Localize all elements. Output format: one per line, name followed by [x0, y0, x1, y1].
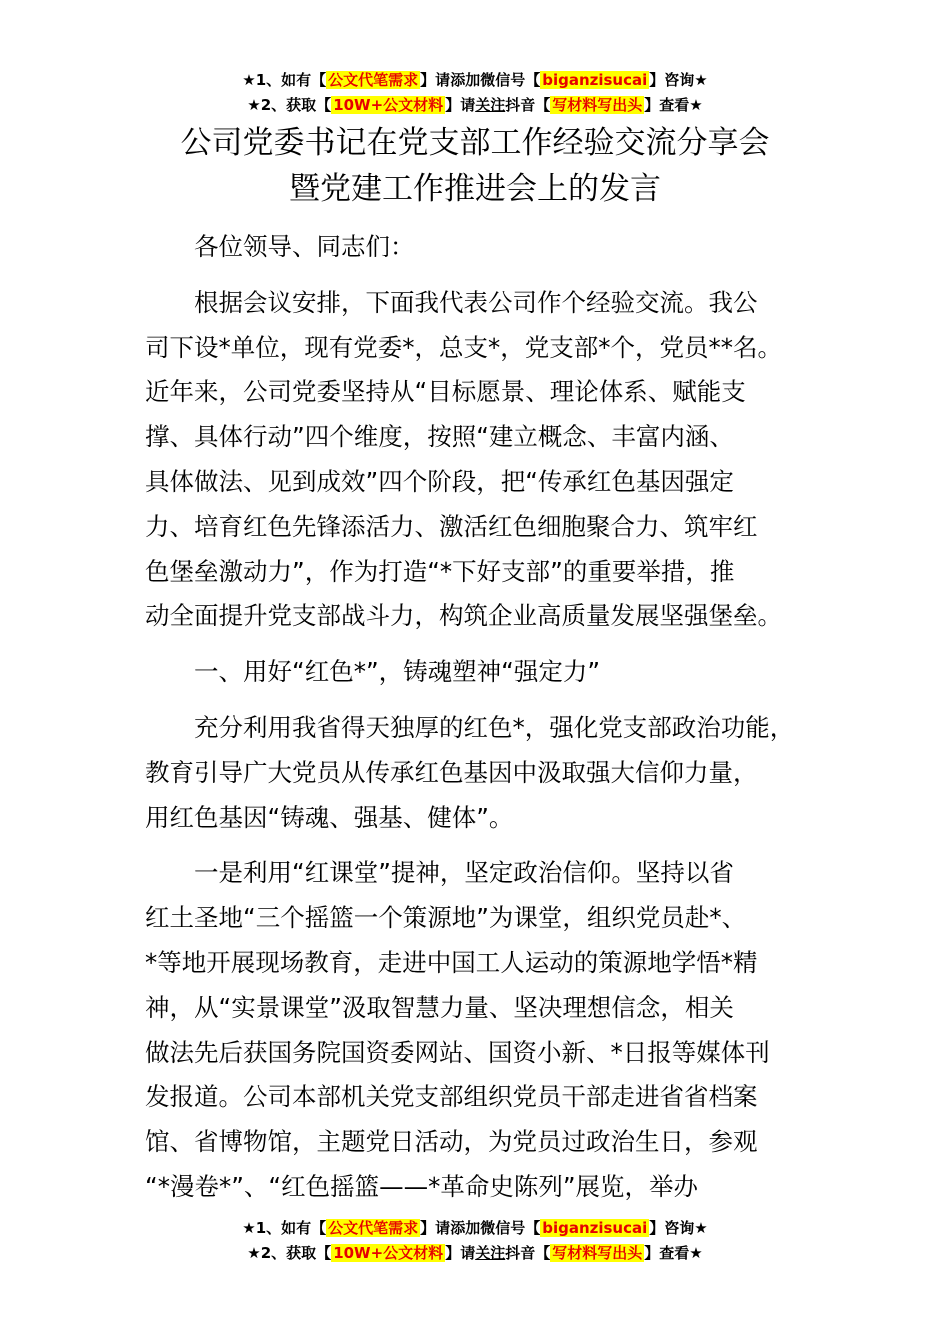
highlight-douyin-id: 写材料写出头	[552, 96, 643, 114]
highlight-materials: 10W+公文材料	[333, 1244, 444, 1262]
bottom-promo-banner	[0, 1216, 950, 1266]
highlight-materials: 10W+公文材料	[333, 96, 444, 114]
document-title	[0, 120, 950, 212]
title-line-2: 暨党建工作推进会上的发言	[289, 171, 661, 207]
banner-line-2: ★2、获取【 10W+公文材料 】请关注抖音【 写材料写出头 】查看★	[247, 96, 703, 114]
paragraph-intro: 根据会议安排，下面我代表公司作个经验交流。我公 司下设*单位，现有党委*，总支*，党支部*个，党员**名。 近年来，公司党委坚持从“目标愿景、理论体系、赋能支 撑、具体行动”四个维度，按照“建立概念、丰富内涵、 具体做法、见到成效”四个阶段，把“传承红色基因强定 力、培育红色先锋添活力、激活红色细胞聚合力、筑牢红 色堡垒激动力”，作为打造“*下好支部”的重要举措，推 动全面提升党支部战斗力，构筑企业高质量发展坚强堡垒。	[145, 287, 782, 631]
highlight-wechat-id: biganzisucai	[542, 71, 648, 89]
banner-line-1: ★1、如有【 公文代笔需求 】请添加微信号【 biganzisucai 】咨询★	[242, 71, 708, 89]
highlight-wechat-id: biganzisucai	[542, 1219, 648, 1237]
section-heading-1: 一、用好“红色*”，铸魂塑神“强定力”	[194, 657, 601, 687]
banner-line-2: ★2、获取【 10W+公文材料 】请关注抖音【 写材料写出头 】查看★	[247, 1244, 703, 1262]
paragraph-section-1-intro: 充分利用我省得天独厚的红色*，强化党支部政治功能， 教育引导广大党员从传承红色基因中汲取强大信仰力量， 用红色基因“铸魂、强基、健体”。	[145, 712, 795, 832]
highlight-service: 公文代笔需求	[328, 1219, 419, 1237]
top-promo-banner	[0, 68, 950, 118]
document-body	[145, 225, 835, 1210]
highlight-service: 公文代笔需求	[328, 71, 419, 89]
highlight-douyin-id: 写材料写出头	[552, 1244, 643, 1262]
banner-line-1: ★1、如有【 公文代笔需求 】请添加微信号【 biganzisucai 】咨询★	[242, 1219, 708, 1237]
paragraph-red-classroom: 一是利用“红课堂”提神，坚定政治信仰。坚持以省 红土圣地“三个摇篮一个策源地”为课堂，组织党员赴*、 *等地开展现场教育，走进中国工人运动的策源地学悟*精 神，从“实景课堂”汲取智慧力量、坚决理想信念，相关 做法先后获国务院国资委网站、国资小新、*日报等媒体刊 发报道。公司本部机关党支部组织党员干部走进省省档案 馆、省博物馆，主题党日活动，为党员过政治生日，参观 “*漫卷*”、“红色摇篮——*革命史陈列”展览，举办	[145, 858, 770, 1201]
title-line-1: 公司党委书记在党支部工作经验交流分享会	[180, 125, 770, 161]
salutation: 各位领导、同志们：	[194, 232, 415, 261]
